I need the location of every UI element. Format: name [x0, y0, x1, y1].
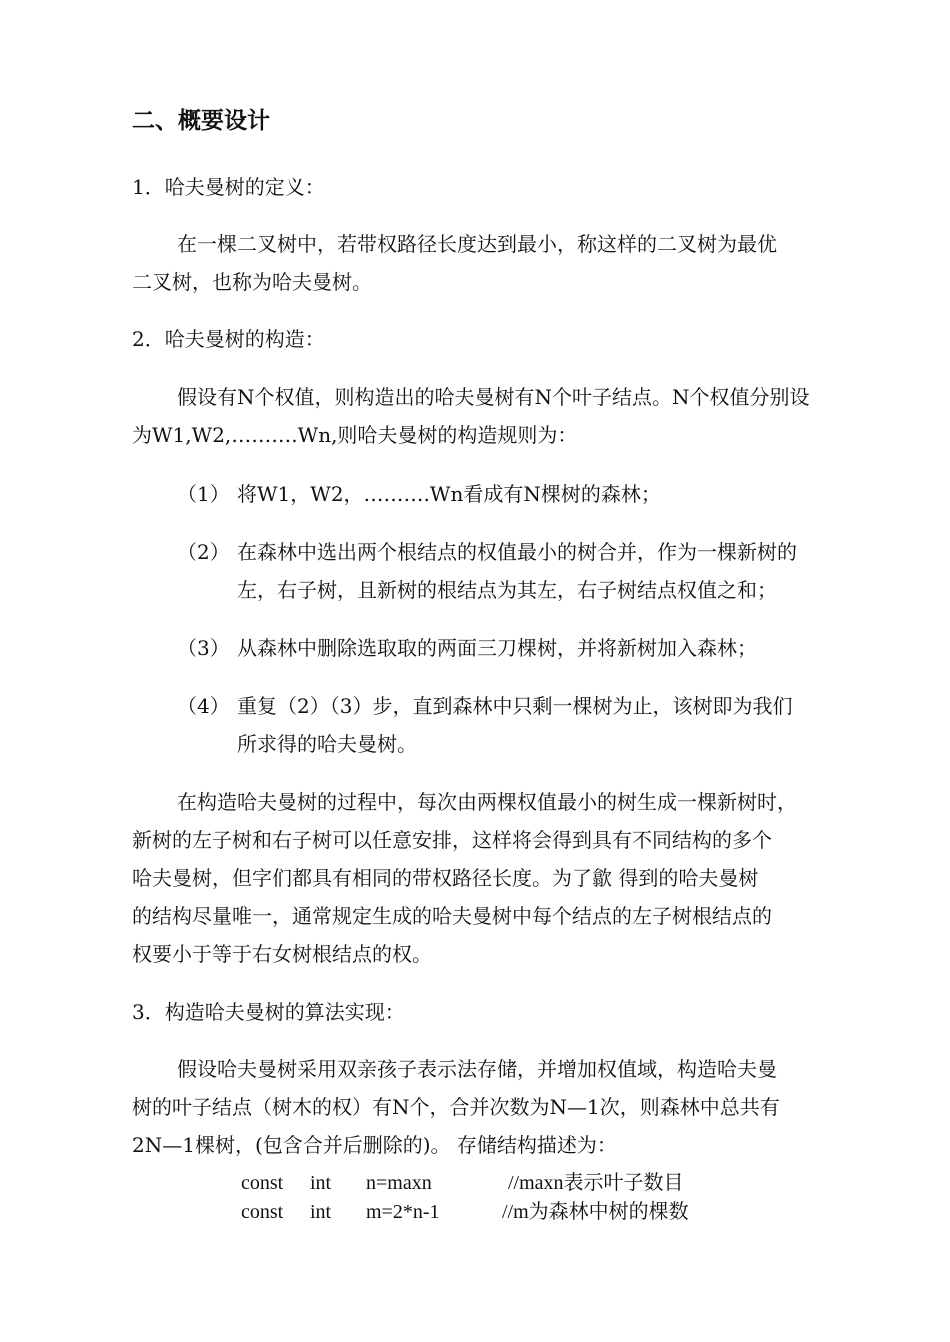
- code-comment: //maxn表示叶子数目: [508, 1172, 684, 1194]
- paragraph-line: 新树的左子树和右子树可以任意安排，这样将会得到具有不同结构的多个: [132, 828, 772, 852]
- paragraph-line: 在一棵二叉树中，若带权路径长度达到最小，称这样的二叉树为最优: [177, 232, 777, 256]
- code-type: int: [310, 1201, 332, 1223]
- paragraph-line: 在构造哈夫曼树的过程中，每次由两棵权值最小的树生成一棵新树时，: [177, 790, 797, 814]
- subsection-title-1: 1．哈夫曼树的定义：: [132, 175, 325, 199]
- step-text: 重复（2）（3）步，直到森林中只剩一棵树为止，该树即为我们: [237, 694, 793, 718]
- step-number: （4）: [177, 694, 230, 718]
- paragraph-line: 假设有N个权值，则构造出的哈夫曼树有N个叶子结点。N个权值分别设: [177, 385, 810, 409]
- code-keyword: const: [241, 1201, 284, 1223]
- step-text: 在森林中选出两个根结点的权值最小的树合并，作为一棵新树的: [237, 540, 797, 564]
- paragraph-line: 2N—1棵树，(包含合并后删除的)。 存储结构描述为：: [132, 1133, 617, 1157]
- subsection-title-2: 2．哈夫曼树的构造：: [132, 327, 325, 351]
- code-declaration: m=2*n-1: [366, 1201, 440, 1223]
- step-text: 将W1，W2，……….Wn看成有N棵树的森林；: [237, 482, 661, 506]
- subsection-title-3: 3．构造哈夫曼树的算法实现：: [132, 1000, 405, 1024]
- paragraph-line: 为W1,W2,……….Wn,则哈夫曼树的构造规则为：: [132, 423, 578, 447]
- step-text: 左，右子树，且新树的根结点为其左，右子树结点权值之和；: [237, 578, 777, 602]
- code-line: [0, 1171, 950, 1195]
- step-text: 从森林中删除选取取的两面三刀棵树，并将新树加入森林；: [237, 636, 757, 660]
- step-number: （1）: [177, 482, 230, 506]
- paragraph-line: 假设哈夫曼树采用双亲孩子表示法存储，并增加权值域，构造哈夫曼: [177, 1057, 777, 1081]
- step-text: 所求得的哈夫曼树。: [237, 732, 417, 756]
- code-type: int: [310, 1172, 332, 1194]
- step-number: （2）: [177, 540, 230, 564]
- paragraph-line: 权要小于等于右女树根结点的权。: [132, 942, 432, 966]
- code-line: [0, 1200, 950, 1224]
- paragraph-line: 的结构尽量唯一，通常规定生成的哈夫曼树中每个结点的左子树根结点的: [132, 904, 772, 928]
- step-number: （3）: [177, 636, 230, 660]
- paragraph-line: 树的叶子结点（树木的权）有N个，合并次数为N—1次，则森林中总共有: [132, 1095, 780, 1119]
- paragraph-line: 哈夫曼树，但字们都具有相同的带权路径长度。为了歙 得到的哈夫曼树: [132, 866, 759, 890]
- paragraph-line: 二叉树，也称为哈夫曼树。: [132, 270, 372, 294]
- code-declaration: n=maxn: [366, 1172, 432, 1194]
- section-heading: 二、概要设计: [132, 108, 270, 134]
- code-keyword: const: [241, 1172, 284, 1194]
- code-comment: //m为森林中树的棵数: [502, 1201, 689, 1223]
